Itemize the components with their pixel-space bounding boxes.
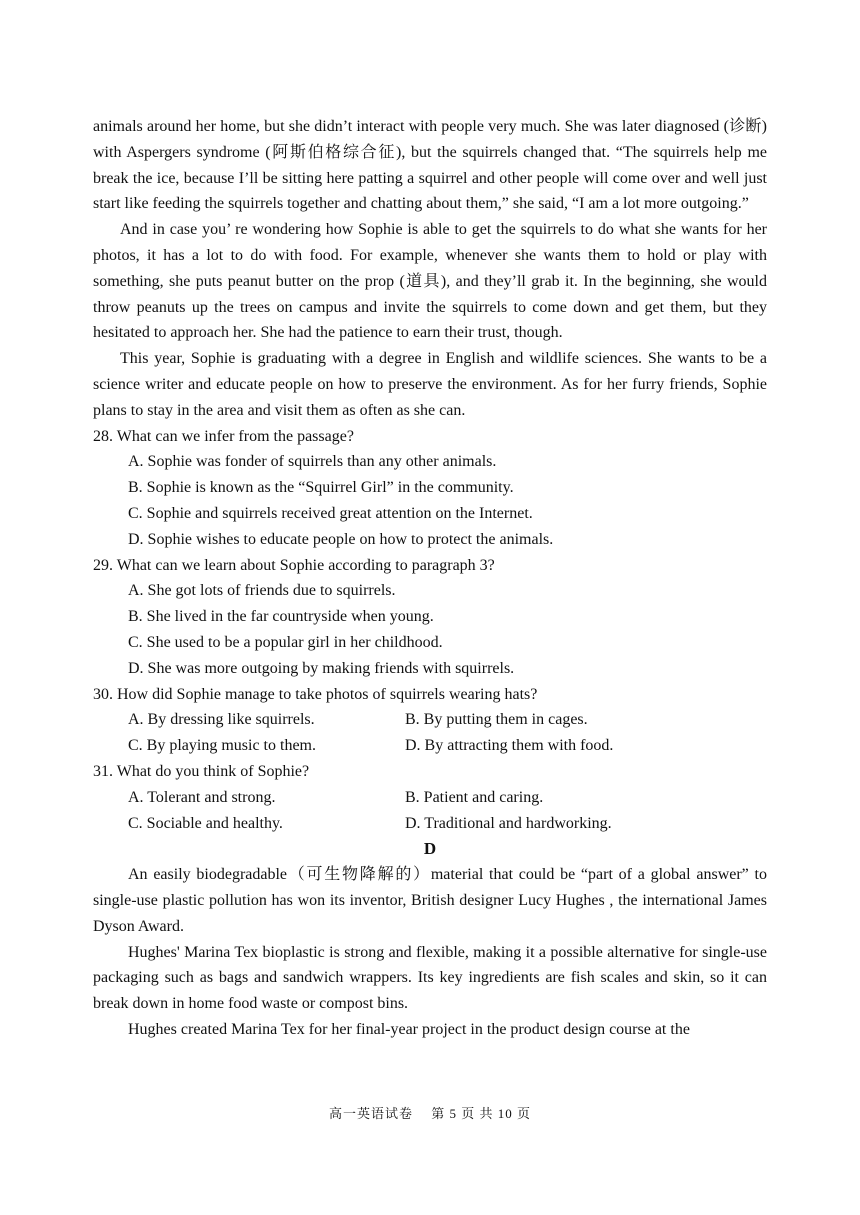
option-a: A. She got lots of friends due to squirrels.	[128, 582, 396, 600]
question-30	[93, 682, 767, 759]
option-row	[128, 811, 767, 837]
option-a: A. Tolerant and strong.	[128, 788, 276, 806]
option-d: D. Sophie wishes to educate people on how to protect the animals.	[128, 530, 554, 548]
section-heading-d: D	[423, 839, 437, 859]
option-c: C. Sophie and squirrels received great attention on the Internet.	[128, 504, 533, 522]
page-footer: 高一英语试卷 第 5 页 共 10 页	[328, 1106, 531, 1121]
option-b: B. By putting them in cages.	[405, 711, 588, 729]
passage-d-paragraph-1: An easily biodegradable（可生物降解的）material that could be “part of a global answer” to single-use plastic pollution has won its inventor, British designer Lucy Hughes , the international James Dyson Award.	[93, 866, 767, 935]
passage-c-paragraph-1: animals around her home, but she didn’t interact with people very much. She was later diagnosed (诊断) with Aspergers syndrome (阿斯伯格综合征), but the squirrels changed that. “The squirrels help me break the ice, because I’ll be sitting here patting a squirrel and other people will come over and well just start like feeding the squirrels together and chatting about them,” she said, “I am a lot more outgoing.”	[93, 118, 767, 213]
question-stem: 28. What can we infer from the passage?	[93, 427, 354, 445]
passage-d-paragraph-3: Hughes created Marina Tex for her final-year project in the product design course at the	[128, 1020, 690, 1038]
option-c: C. By playing music to them.	[128, 737, 316, 755]
question-29	[93, 553, 767, 682]
option-row	[128, 707, 767, 733]
option-b: B. Patient and caring.	[405, 788, 544, 806]
question-stem: 31. What do you think of Sophie?	[93, 762, 310, 780]
passage-d-paragraph-2: Hughes' Marina Tex bioplastic is strong and flexible, making it a possible alternative for single-use packaging such as bags and sandwich wrappers. Its key ingredients are fish scales and skin, so it can break down in home food waste or compost bins.	[93, 943, 767, 1013]
option-c: C. She used to be a popular girl in her childhood.	[128, 633, 443, 651]
option-row	[128, 785, 767, 811]
option-d: D. She was more outgoing by making friends with squirrels.	[128, 659, 515, 677]
option-b: B. Sophie is known as the “Squirrel Girl” in the community.	[128, 479, 514, 497]
exam-page	[93, 114, 767, 1043]
option-d: D. By attracting them with food.	[405, 737, 614, 755]
option-row	[128, 733, 767, 759]
option-d: D. Traditional and hardworking.	[405, 814, 612, 832]
question-stem: 30. How did Sophie manage to take photos of squirrels wearing hats?	[93, 685, 538, 703]
option-c: C. Sociable and healthy.	[128, 814, 283, 832]
question-31	[93, 759, 767, 836]
option-a: A. By dressing like squirrels.	[128, 711, 315, 729]
question-28	[93, 424, 767, 553]
option-a: A. Sophie was fonder of squirrels than any other animals.	[128, 453, 497, 471]
question-stem: 29. What can we learn about Sophie according to paragraph 3?	[93, 556, 495, 574]
option-b: B. She lived in the far countryside when young.	[128, 608, 434, 626]
passage-c-paragraph-3: This year, Sophie is graduating with a degree in English and wildlife sciences. She wants to be a science writer and educate people on how to preserve the environment. As for her furry friends, Sophie plans to stay in the area and visit them as often as she can.	[93, 350, 767, 419]
passage-c-paragraph-2: And in case you’ re wondering how Sophie is able to get the squirrels to do what she wants for her photos, it has a lot to do with food. For example, whenever she wants them to hold or play with something, she puts peanut butter on the prop (道具), and they’ll grab it. In the beginning, she would throw peanuts up the trees on campus and invite the squirrels to come down and get them, but they hesitated to approach her. She had the patience to earn their trust, though.	[93, 221, 767, 342]
